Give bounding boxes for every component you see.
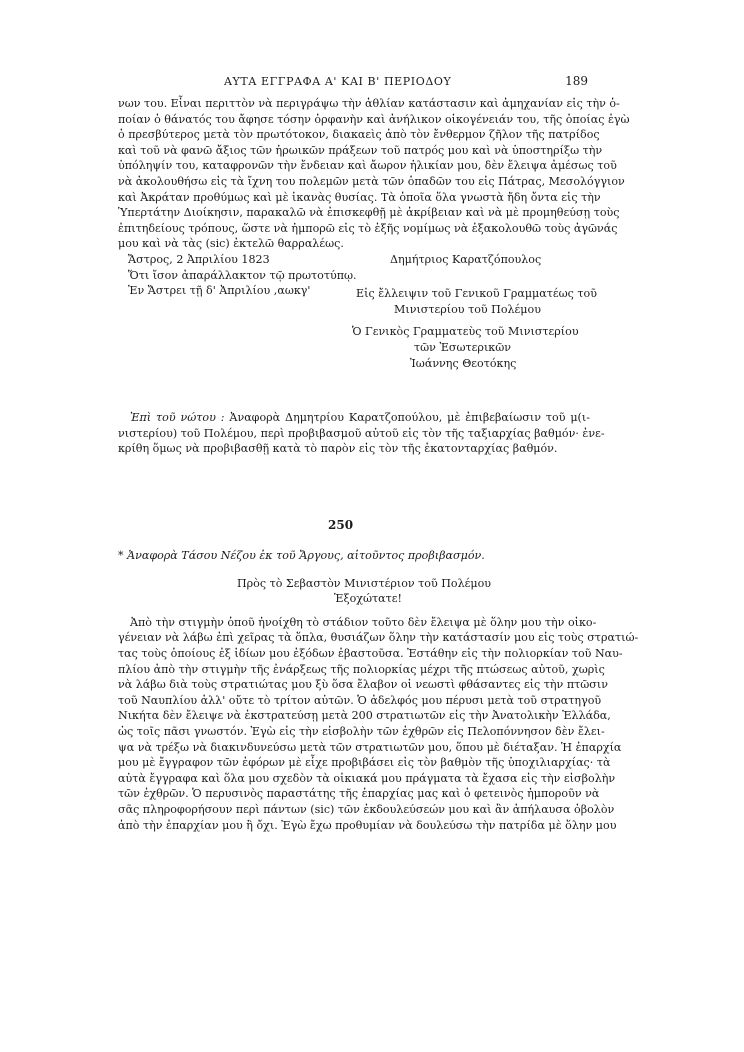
text-line: καὶ τοῦ νὰ φανῶ ἄξιος τῶν ἡρωικῶν πράξεων τοῦ πατρός μου καὶ νὰ ὑποστηρίξω τὴν	[118, 143, 603, 157]
signature-block	[118, 252, 597, 370]
text-line: Ἀπὸ τὴν στιγμὴν ὁποῦ ἠνοίχθη τὸ στάδιον τοῦτο δὲν ἔλειψα μὲ ὅλην μου τὴν οἰκο-	[130, 615, 597, 629]
place-date: Ἄστρος, 2 Ἀπριλίου 1823	[128, 252, 270, 266]
summary-star: *	[118, 549, 124, 562]
text-line: νὰ ἀκολουθήσω εἰς τὰ ἴχνη του πολεμῶν μετὰ τῶν ὁπαδῶν του εἰς Πάτρας, Μεσολόγγιον	[118, 174, 625, 188]
summary-text: Ἀναφορὰ Τάσου Νέζου ἐκ τοῦ Ἄργους, αἰτοῦντος προβιβασμόν.	[127, 549, 485, 562]
text-line: μου καὶ νὰ τὰς (sic) ἐκτελῶ θαρραλέως.	[118, 237, 344, 251]
certification-line: Ὅτι ἴσον ἀπαράλλακτον τῷ πρωτοτύπῳ.	[128, 268, 357, 282]
certification-date: Ἐν Ἄστρει τῇ δ' Ἀπριλίου ,αωκγ'	[128, 284, 311, 298]
signatory-role-1: Εἰς ἔλλειψιν τοῦ Γενικοῦ Γραμματέως τοῦ	[356, 286, 597, 300]
running-header	[118, 74, 590, 96]
text-line: καὶ Ἀκράταν προθύμως καὶ μὲ ἱκανὰς θυσίας. Τὰ ὁποῖα ὅλα γνωστὰ ἤδη ὄντα εἰς τὴν	[118, 190, 601, 204]
place-date-block	[128, 252, 357, 299]
text-line: ὡς τοῖς πᾶσι γνωστόν. Ἐγὼ εἰς τὴν εἰσβολὴν τῶν ἐχθρῶν εἰς Πελοπόννησον δὲν ἔλει-	[118, 724, 605, 738]
text-line: πλίου ἀπὸ τὴν στιγμὴν τῆς ἐνάρξεως τῆς πολιορκίας μέχρι τῆς πτώσεως αὐτοῦ, χωρὶς	[118, 662, 605, 676]
signatory-name: Δημήτριος Καρατζόπουλος	[390, 252, 542, 266]
secretary-title-1: Ὁ Γενικὸς Γραμματεὺς τοῦ Μινιστερίου	[352, 324, 579, 338]
text-line: τας τοὺς ὁποίους ἐξ ἰδίων μου ἐξόδων ἐβαστοῦσα. Ἐστάθην εἰς τὴν πολιορκίαν τοῦ Ναυ-	[118, 646, 623, 660]
text-line: ἐπιτηδείους τρόπους, ὥστε νὰ ἠμπορῶ εἰς τὸ ἑξῆς νομίμως νὰ ἐξακολουθῶ τοὺς ἀγῶνάς	[118, 221, 618, 235]
text-line: Νικήτα δὲν ἔλειψε νὰ ἐκστρατεύσῃ μετὰ 200 στρατιωτῶν εἰς τὴν Ἀνατολικὴν Ἑλλάδα,	[118, 709, 611, 723]
text-line: Ὑπερτάτην Διοίκησιν, παρακαλῶ νὰ ἐπισκεφθῇ μὲ ἀκρίβειαν καὶ νὰ μὲ προμηθεύσῃ τοὺς	[118, 206, 620, 220]
book-page	[118, 74, 630, 457]
text-line: τῶν ἐχθρῶν. Ὁ περυσινὸς παραστάτης τῆς ἐπαρχίας μας καὶ ὁ φετεινὸς ἠμποροῦν νὰ	[118, 787, 600, 801]
text-line: μου μὲ ἔγγραφον τῶν ἐφόρων μὲ εἶχε προβιβάσει εἰς τὸν βαθμὸν τῆς ὑποχιλιαρχίας· τὰ	[118, 756, 611, 770]
signatory-role-2: Μινιστερίου τοῦ Πολέμου	[394, 302, 541, 316]
text-line: ψα νὰ τρέξω νὰ διακινδυνεύσω μετὰ τῶν στρατιωτῶν μου, ὅπου μὲ διέταξαν. Ἡ ἐπαρχία	[118, 740, 622, 754]
verso-line: νιστερίου) τοῦ Πολέμου, περὶ προβιβασμοῦ αὐτοῦ εἰς τὸν τῆς ταξιαρχίας βαθμόν· ἐνε-	[118, 426, 605, 440]
verso-text: Ἀναφορὰ Δημητρίου Καρατζοπούλου, μὲ ἐπιβεβαίωσιν τοῦ μ(ι-	[224, 410, 590, 424]
text-line: ἀπὸ τὴν ἐπαρχίαν μου ἢ ὄχι. Ἐγὼ ἔχω προθυμίαν νὰ δουλεύσω τὴν πατρίδα μὲ ὅλην μου	[118, 818, 617, 832]
document-summary	[118, 548, 590, 564]
letter-continuation	[118, 96, 630, 252]
verso-note	[118, 410, 605, 457]
text-line: ὁ πρεσβύτερος μετὰ τὸν πρωτότοκον, διακαεὶς ἀπὸ τὸν ἔνθερμον ζῆλον τῆς πατρίδος	[118, 128, 600, 142]
text-line: γένειαν νὰ λάβω ἐπὶ χεῖρας τὰ ὅπλα, θυσιάζων ὅλην τὴν κατάστασίν μου εἰς τοὺς στρατιώ-	[118, 631, 639, 645]
text-line: τοῦ Ναυπλίου ἀλλ' οὔτε τὸ τρίτον αὐτῶν. Ὁ ἀδελφός μου πέρυσι μετὰ τοῦ στρατηγοῦ	[118, 693, 602, 707]
text-line: αὐτὰ ἔγγραφα καὶ ὅλα μου σχεδὸν τὰ οἰκιακά μου πράγματα τὰ ἔχασα εἰς τὴν εἰσβολὴν	[118, 771, 616, 785]
address-line: Πρὸς τὸ Σεβαστὸν Μινιστέριον τοῦ Πολέμου	[236, 576, 492, 590]
document-250	[118, 548, 639, 833]
running-title: ΑΥΤΑ ΕΓΓΡΑΦΑ Α' ΚΑΙ Β' ΠΕΡΙΟΔΟΥ	[224, 75, 452, 88]
text-line: σᾶς πληροφορήσουν περὶ πάντων (sic) τῶν ἐκδουλεύσεών μου καὶ ἂν ἀπήλαυσα ὀβολὸν	[118, 802, 615, 816]
verso-line	[118, 410, 590, 426]
secretary-name: Ἰωάννης Θεοτόκης	[410, 356, 517, 370]
document-number: 250	[328, 518, 354, 532]
salutation: Ἐξοχώτατε!	[334, 592, 402, 606]
verso-line: κρίθη ὅμως νὰ προβιβασθῇ κατὰ τὸ παρὸν εἰς τὸν τῆς ἑκατονταρχίας βαθμόν.	[118, 442, 558, 456]
text-line: νων του. Εἶναι περιττὸν νὰ περιγράψω τὴν ἀθλίαν κατάστασιν καὶ ἀμηχανίαν εἰς τὴν ὁ-	[118, 97, 620, 110]
verso-label: Ἐπὶ τοῦ νώτου :	[130, 410, 225, 424]
document-body	[118, 615, 639, 833]
page-number: 189	[565, 74, 588, 88]
text-line: νὰ λάβω διὰ τοὺς στρατιώτας μου ξὺ ὅσα ἔλαβον οἱ νεωστὶ φθάσαντες εἰς τὴν πτῶσιν	[118, 678, 608, 692]
secretary-title-2: τῶν Ἐσωτερικῶν	[414, 340, 512, 354]
text-line: ποίαν ὁ θάνατός του ἄφησε τόσην ὀρφανὴν καὶ ἀνήλικον οἰκογένειάν του, τῆς ὁποίας ἐγὼ	[118, 112, 630, 126]
text-line: ὑπόληψίν του, καταφρονῶν τὴν ἔνδειαν καὶ ἄωρον ἡλικίαν μου, δὲν ἔλειψα ἀμέσως τοῦ	[118, 159, 617, 173]
